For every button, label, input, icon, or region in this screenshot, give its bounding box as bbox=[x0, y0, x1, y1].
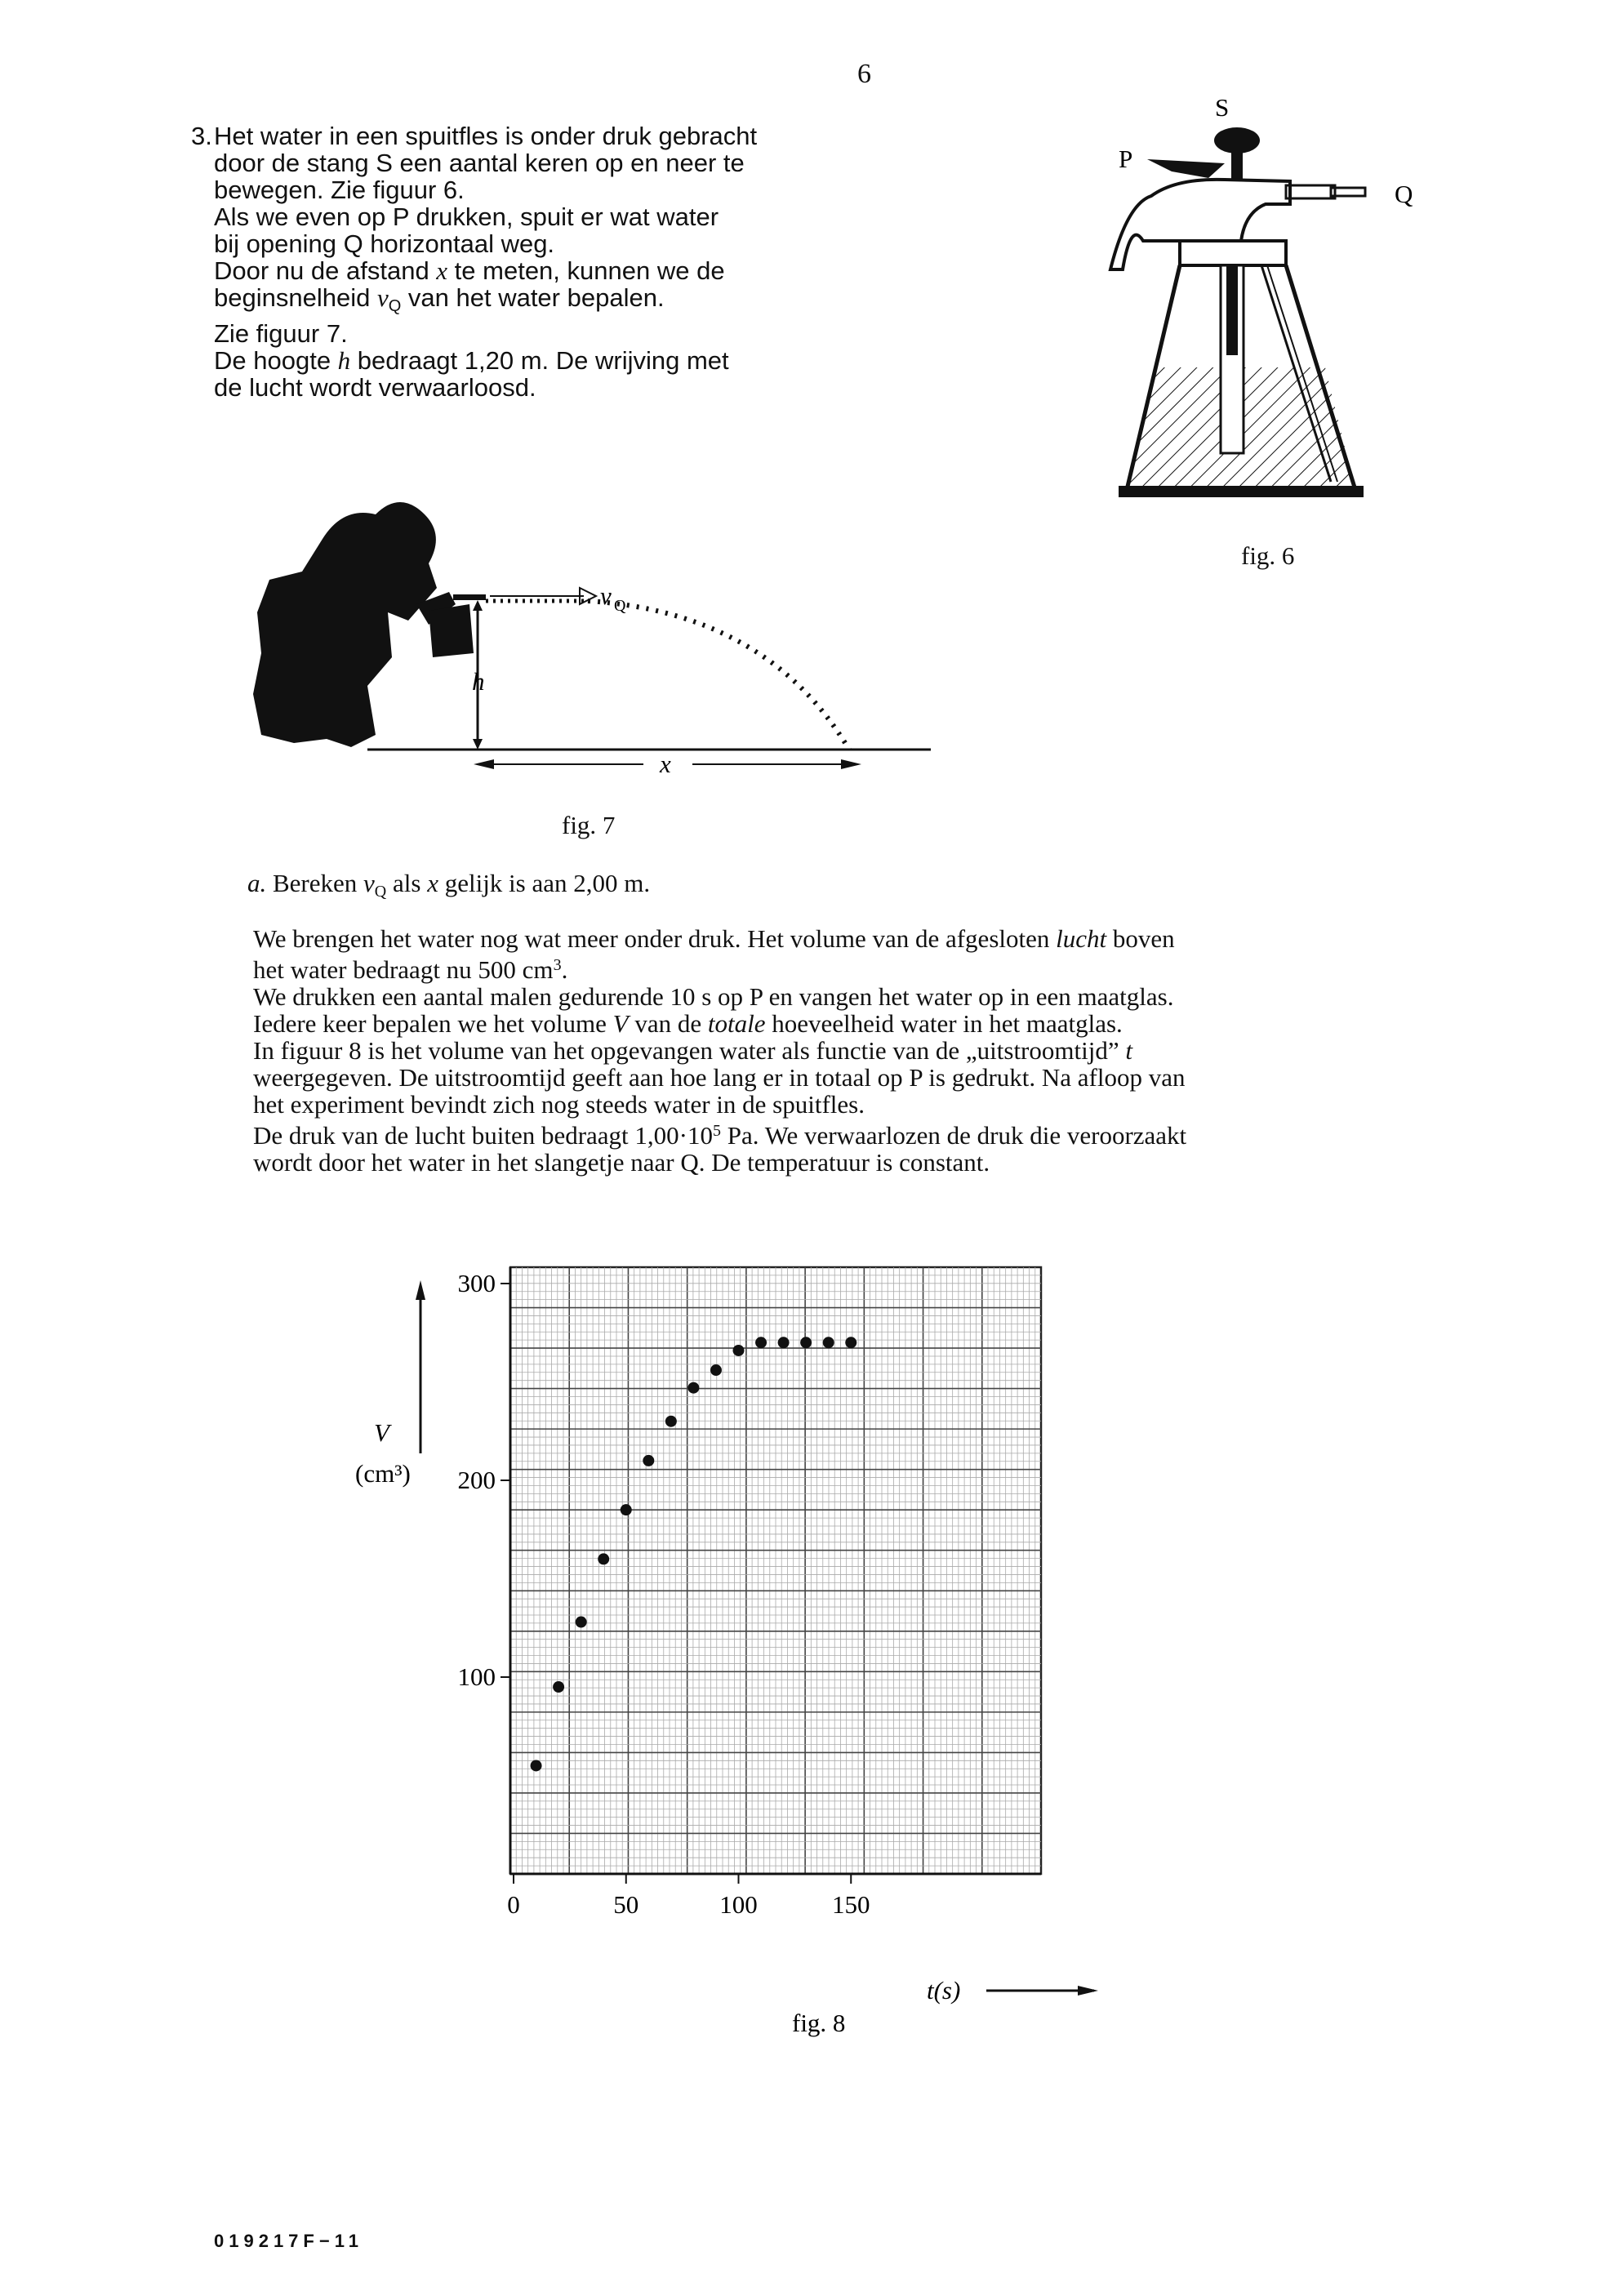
y-axis-unit: (cm³) bbox=[355, 1459, 411, 1488]
data-point bbox=[531, 1760, 542, 1771]
fig8-caption: fig. 8 bbox=[792, 2009, 846, 2037]
x-tick-label: 50 bbox=[613, 1890, 639, 1919]
label-q: Q bbox=[1395, 180, 1413, 208]
intro-line-5: bij opening Q horizontaal weg. bbox=[214, 229, 555, 258]
y-tick-label: 200 bbox=[457, 1466, 496, 1494]
y-axis-label: V bbox=[374, 1418, 389, 1447]
label-v: v bbox=[600, 581, 612, 610]
data-point bbox=[621, 1504, 632, 1515]
data-point bbox=[576, 1617, 587, 1628]
fig7-caption: fig. 7 bbox=[562, 811, 616, 839]
intro-line-1: Het water in een spuitfles is onder druk gebracht bbox=[214, 122, 758, 150]
intro-line-8: Zie figuur 7. bbox=[214, 319, 348, 348]
y-tick-label: 300 bbox=[457, 1269, 496, 1297]
data-point bbox=[845, 1337, 856, 1348]
chart-grid bbox=[510, 1267, 1041, 1874]
question-number: 3. bbox=[191, 122, 212, 150]
intro-line-6: Door nu de afstand x te meten, kunnen we de bbox=[214, 256, 725, 285]
data-point bbox=[710, 1364, 722, 1376]
intro-line-4: Als we even op P drukken, spuit er wat water bbox=[214, 202, 719, 231]
y-tick-label: 100 bbox=[457, 1662, 496, 1691]
data-point bbox=[665, 1416, 677, 1427]
fig6-spray-bottle bbox=[1094, 82, 1453, 523]
data-point bbox=[733, 1345, 745, 1356]
experiment-paragraph: We brengen het water nog wat meer onder druk. Het volume van de afgesloten lucht boven het water bedraagt nu 500 $cm^3$. We drukken een aantal malen gedurende 10 s op P en vangen het water op in een maatglas. Iedere keer bepalen we het volume V van de totale hoeveelheid water in het maatglas. In figuur 8 is het volume van het opgevangen water als functie van de „uitstroomtijd” t weergegeven. De uitstroomtijd geeft aan hoe lang er in totaal op P is gedrukt. Na afloop van het experiment bevindt zich nog steeds water in de spuitfles. De druk van de lucht buiten bedraagt $1,00\cdot 10^5$ Pa. We verwaarlozen de druk die veroorzaakt wordt door het water in het slangetje naar Q. De temperatuur is constant. bbox=[253, 924, 1187, 1177]
fig7-trajectory bbox=[245, 490, 963, 784]
part-a: a. Bereken $v_Q$ als x gelijk is aan 2,00 m. bbox=[247, 869, 651, 901]
intro-line-10: de lucht wordt verwaarloosd. bbox=[214, 373, 536, 402]
label-x: x bbox=[660, 750, 671, 778]
x-tick-label: 100 bbox=[719, 1890, 758, 1919]
x-axis-label: t(s) bbox=[927, 1976, 961, 2005]
intro-line-7: beginsnelheid $v_Q$ van het water bepalen. bbox=[214, 283, 665, 315]
chart-points bbox=[531, 1337, 857, 1771]
document-code: 019217F−11 bbox=[214, 2231, 363, 2251]
intro-line-2: door de stang S een aantal keren op en neer te bbox=[214, 149, 745, 177]
fig6-caption: fig. 6 bbox=[1241, 541, 1295, 570]
x-tick-label: 150 bbox=[832, 1890, 870, 1919]
trigger-p bbox=[1147, 159, 1225, 178]
data-point bbox=[598, 1553, 609, 1564]
fig8-chart bbox=[310, 1249, 1176, 2049]
question-3-intro bbox=[191, 122, 916, 402]
intro-line-9: De hoogte h bedraagt 1,20 m. De wrijving met bbox=[214, 346, 729, 375]
x-tick-label: 0 bbox=[507, 1890, 520, 1919]
label-s: S bbox=[1215, 93, 1230, 122]
person-silhouette bbox=[253, 502, 437, 747]
label-h: h bbox=[472, 667, 485, 696]
label-p: P bbox=[1119, 145, 1133, 173]
data-point bbox=[687, 1382, 699, 1394]
data-point bbox=[823, 1337, 834, 1348]
data-point bbox=[778, 1337, 790, 1348]
bottle-silhouette bbox=[429, 604, 474, 657]
data-point bbox=[643, 1455, 654, 1466]
data-point bbox=[553, 1681, 564, 1693]
page-number: 6 bbox=[857, 59, 871, 89]
data-point bbox=[755, 1337, 767, 1348]
label-vq-sub: Q bbox=[614, 597, 626, 615]
data-point bbox=[800, 1337, 812, 1348]
intro-line-3: bewegen. Zie figuur 6. bbox=[214, 176, 465, 204]
